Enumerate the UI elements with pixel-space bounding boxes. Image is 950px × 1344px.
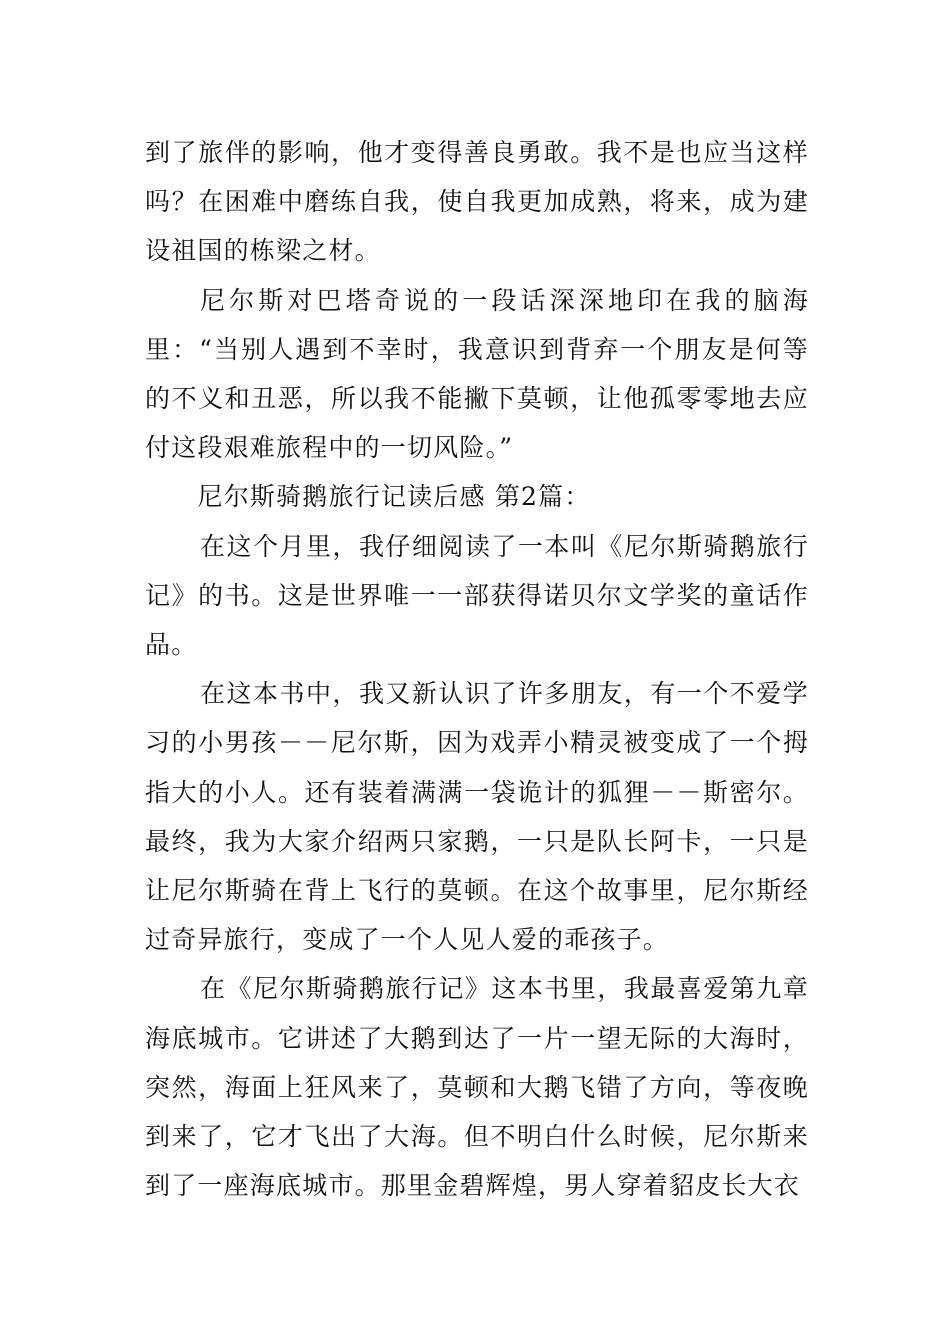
paragraph-continuation: 到了旅伴的影响，他才变得善良勇敢。我不是也应当这样吗？在困难中磨练自我，使自我更加成熟，将来，成为建设祖国的栋梁之材。 <box>145 138 809 266</box>
section-heading: 尼尔斯骑鹅旅行记读后感 第2篇： <box>197 482 591 512</box>
paragraph-quote: 尼尔斯对巴塔奇说的一段话深深地印在我的脑海里：“当别人遇到不幸时，我意识到背弃一个朋友是何等的不义和丑恶，所以我不能撇下莫顿，让他孤零零地去应付这段艰难旅程中的一切风险。” <box>145 285 809 463</box>
paragraph-characters: 在这本书中，我又新认识了许多朋友，有一个不爱学习的小男孩－－尼尔斯，因为戏弄小精灵被变成了一个拇指大的小人。还有装着满满一袋诡计的狐狸－－斯密尔。最终，我为大家介绍两只家鹅，一只是队长阿卡，一只是让尼尔斯骑在背上飞行的莫顿。在这个故事里，尼尔斯经过奇异旅行，变成了一个人见人爱的乖孩子。 <box>145 679 809 955</box>
body-text <box>145 128 809 1210</box>
paragraph-favorite-chapter: 在《尼尔斯骑鹅旅行记》这本书里，我最喜爱第九章海底城市。它讲述了大鹅到达了一片一望无际的大海时，突然，海面上狂风来了，莫顿和大鹅飞错了方向，等夜晚到来了，它才飞出了大海。但不明白什么时候，尼尔斯来到了一座海底城市。那里金碧辉煌，男人穿着貂皮长大衣 <box>145 974 809 1201</box>
paragraph-intro: 在这个月里，我仔细阅读了一本叫《尼尔斯骑鹅旅行记》的书。这是世界唯一一部获得诺贝尔文学奖的童话作品。 <box>145 531 809 660</box>
